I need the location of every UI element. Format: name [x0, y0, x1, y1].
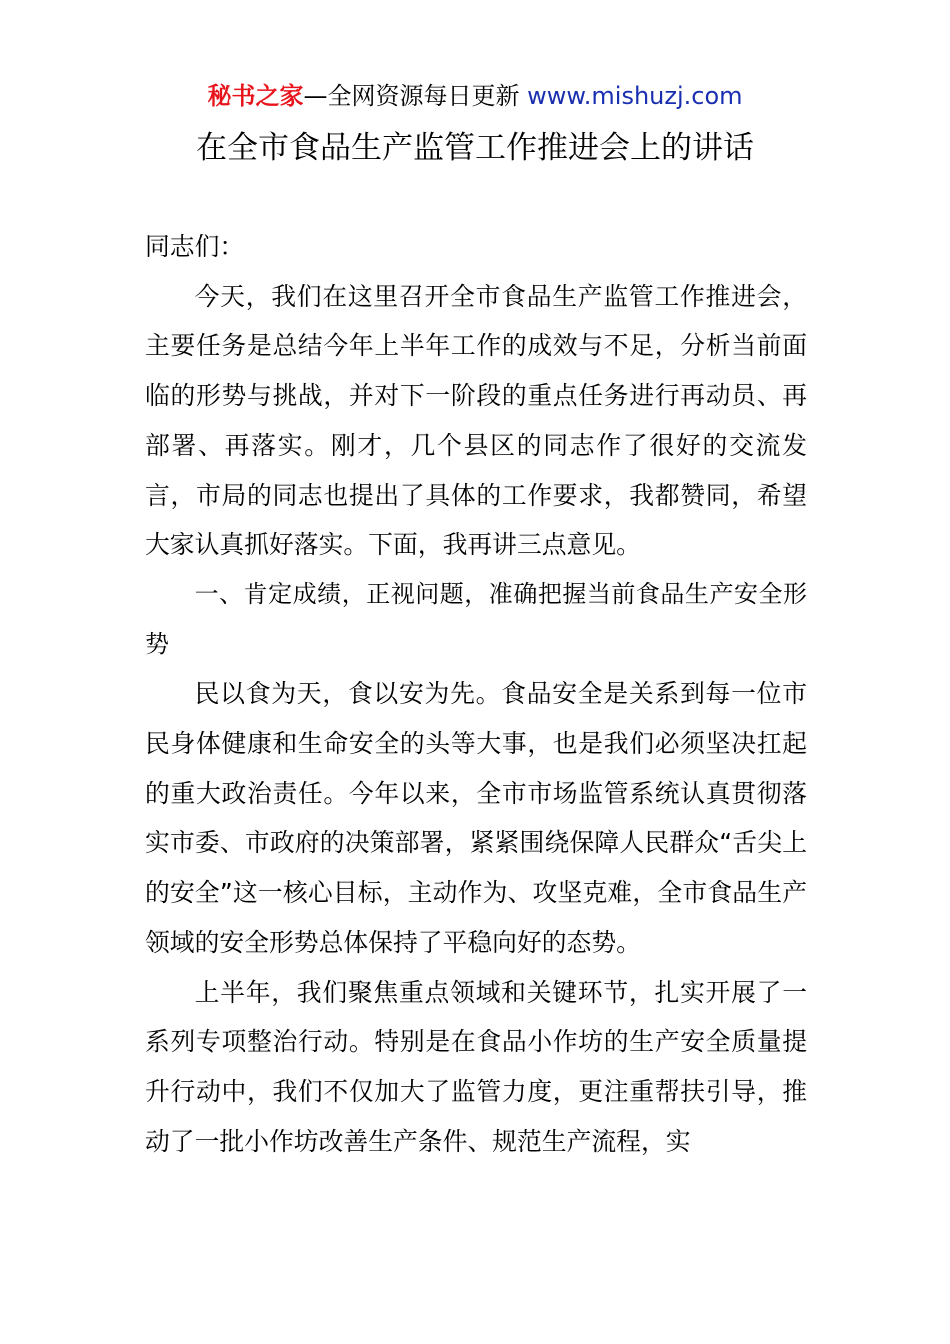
site-tagline: —全网资源每日更新	[303, 82, 520, 110]
section-heading-1: 一、肯定成绩，正视问题，准确把握当前食品生产安全形势	[145, 579, 807, 658]
paragraph-first-half: 上半年，我们聚焦重点领域和关键环节，扎实开展了一系列专项整治行动。特别是在食品小作坊的生产安全质量提升行动中，我们不仅加大了监管力度，更注重帮扶引导，推动了一批小作坊改善生产条件、规范生产流程，实	[145, 977, 807, 1156]
document-title: 在全市食品生产监管工作推进会上的讲话	[196, 130, 754, 166]
site-url-link[interactable]: www.mishuzj.com	[527, 82, 743, 110]
paragraph-food-safety: 民以食为天，食以安为先。食品安全是关系到每一位市民身体健康和生命安全的头等大事，也是我们必须坚决扛起的重大政治责任。今年以来，全市市场监管系统认真贯彻落实市委、市政府的决策部署，紧紧围绕保障人民群众“舌尖上的安全”这一核心目标，主动作为、攻坚克难，全市食品生产领域的安全形势总体保持了平稳向好的态势。	[145, 679, 807, 957]
site-brand: 秘书之家	[207, 82, 304, 110]
document-body	[145, 222, 807, 1166]
greeting: 同志们：	[145, 232, 245, 261]
site-header	[0, 80, 950, 112]
paragraph-intro: 今天，我们在这里召开全市食品生产监管工作推进会，主要任务是总结今年上半年工作的成效与不足，分析当前面临的形势与挑战，并对下一阶段的重点任务进行再动员、再部署、再落实。刚才，几个县区的同志作了很好的交流发言，市局的同志也提出了具体的工作要求，我都赞同，希望大家认真抓好落实。下面，我再讲三点意见。	[145, 281, 807, 560]
